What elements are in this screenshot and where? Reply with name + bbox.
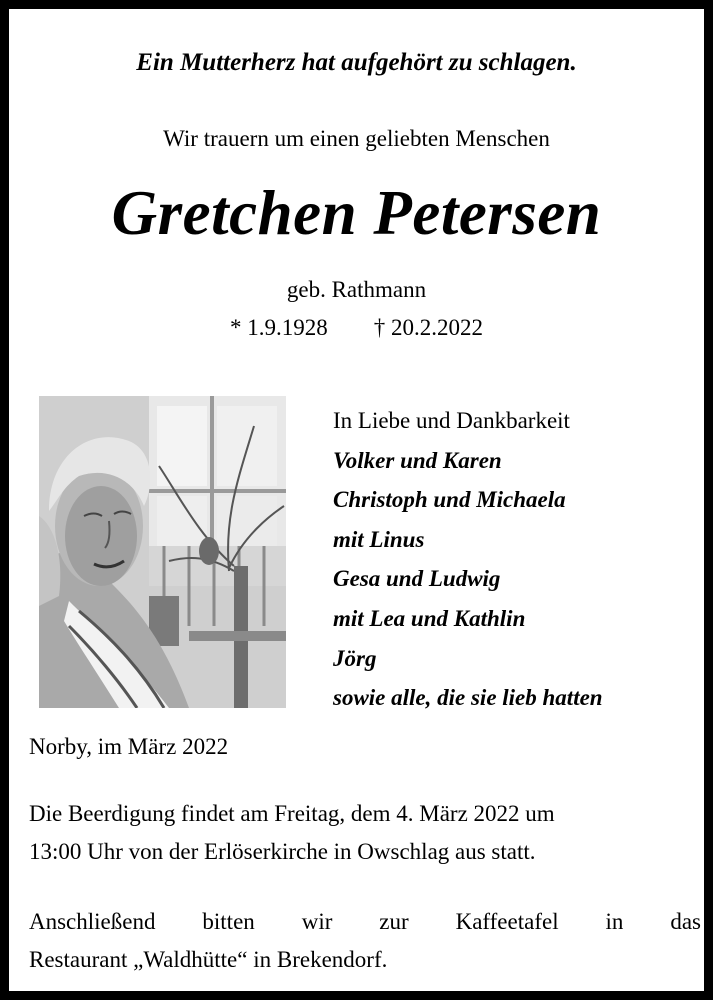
funeral-line: 13:00 Uhr von der Erlöserkirche in Owschlag aus statt.	[29, 839, 536, 864]
maiden-name: geb. Rathmann	[286, 277, 427, 302]
mourner-name: sowie alle, die sie lieb hatten	[333, 685, 603, 711]
reception-line: Restaurant „Waldhütte“ in Brekendorf.	[29, 947, 388, 972]
mourners-lead: In Liebe und Dankbarkeit	[333, 408, 570, 433]
birth-date: * 1.9.1928	[230, 315, 328, 340]
death-date: † 20.2.2022	[373, 315, 483, 340]
place-date: Norby, im März 2022	[29, 734, 229, 759]
life-dates	[9, 315, 704, 341]
mourner-name: Volker und Karen	[333, 447, 502, 473]
reception-info	[29, 903, 701, 979]
portrait-photo-illustration	[39, 396, 286, 708]
intro-text: Wir trauern um einen geliebten Menschen	[163, 126, 550, 151]
reception-line: Anschließend bitten wir zur Kaffeetafel in das	[29, 909, 701, 934]
mourner-name: Jörg	[333, 645, 377, 671]
deceased-name: Gretchen Petersen	[111, 178, 602, 248]
funeral-info	[29, 795, 701, 871]
mourner-name: Gesa und Ludwig	[333, 566, 501, 592]
mourner-name: mit Lea und Kathlin	[333, 605, 526, 631]
mourner-name: Christoph und Michaela	[333, 487, 566, 513]
funeral-line: Die Beerdigung findet am Freitag, dem 4. März 2022 um	[29, 801, 555, 826]
portrait-photo	[39, 396, 286, 708]
mourner-name: mit Linus	[333, 526, 425, 552]
mourners-list	[333, 401, 603, 718]
headline: Ein Mutterherz hat aufgehört zu schlagen.	[136, 49, 577, 76]
